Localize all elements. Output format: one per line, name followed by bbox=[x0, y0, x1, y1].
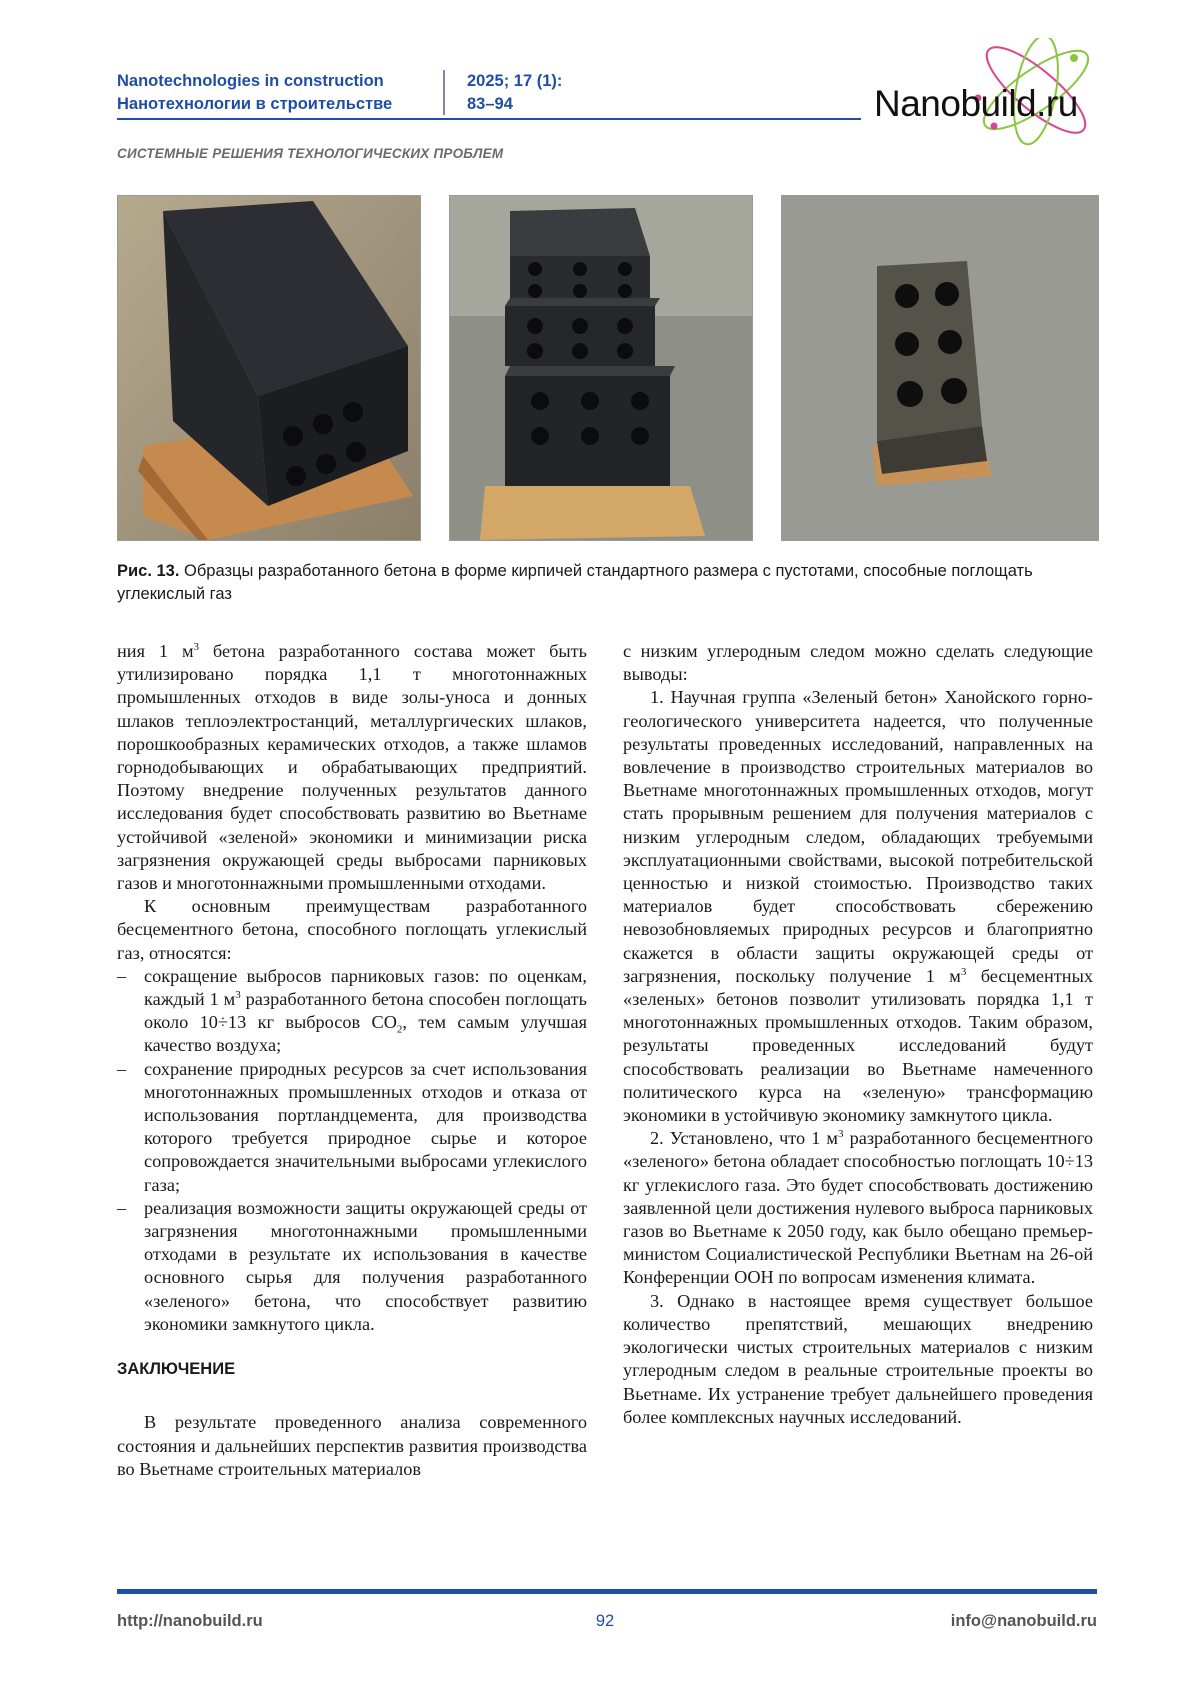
text-run: реализация возможности защиты окружающей среды от загрязнения многотоннажными промышленными отходами в результате их использования в качестве основного сырья для получения разработанного «зеленого» бетона, что способствует развитию экономики замкнутого цикла. bbox=[144, 1197, 587, 1334]
page-number: 92 bbox=[595, 1612, 615, 1630]
superscript: 3 bbox=[235, 988, 241, 1001]
footer-email-link[interactable]: info@nanobuild.ru bbox=[950, 1612, 1097, 1630]
photo-brick-stack bbox=[449, 195, 753, 541]
issue-info bbox=[467, 70, 562, 116]
header-rule bbox=[117, 118, 861, 120]
list-item bbox=[117, 1197, 587, 1336]
photo-brick-single bbox=[117, 195, 421, 541]
list-dash: – bbox=[117, 965, 127, 986]
text-run: 2. Установлено, что 1 м bbox=[650, 1128, 838, 1149]
journal-title bbox=[117, 70, 392, 116]
paragraph: В результате проведенного анализа современного состояния и дальнейших перспектив развития производства во Вьетнаме строительных материалов bbox=[117, 1412, 587, 1479]
text-run: ния 1 м bbox=[117, 641, 194, 661]
section-heading: ЗАКЛЮЧЕНИЕ bbox=[117, 1360, 236, 1379]
brick-photo-3-image bbox=[782, 196, 1098, 540]
list-dash: – bbox=[117, 1197, 127, 1218]
subscript: 2 bbox=[396, 1023, 403, 1036]
footer-rule bbox=[117, 1589, 1097, 1594]
figure-caption-text: Образцы разработанного бетона в форме кирпичей стандартного размера с пустотами, способные поглощать углекислый газ bbox=[117, 562, 1033, 603]
photo-brick-top bbox=[781, 195, 1099, 541]
text-run: разработанного бесцементного «зеленого» бетона обладает способностью поглощать 10÷13 кг углекислого газа. Это будет способствовать достижению заявленной цели достижения нулевого выброса парниковых газов во Вьетнаме к 2050 году, как было обещано премьер-министом Социалистической Республики Вьетнам на 26-ой Конференции ООН по вопросам изменения климата. bbox=[623, 1128, 1093, 1288]
list-dash: – bbox=[117, 1058, 127, 1079]
text-run: бетона разработанного состава может быть утилизировано порядка 1,1 т многотоннажных промышленных отходов в виде золы-уноса и донных шлаков теплоэлектростанций, металлургических шлаков, порошкообразных керамических отходов, а также шламов горнодобывающих и обрабатывающих предприятий. Поэтому внедрение полученных результатов данного исследования будет способствовать развитию во Вьетнаме устойчивой «зеленой» экономики и минимизации риска загрязнения окружающей среды выбросами парниковых газов и многотоннажными промышленными отходами. bbox=[117, 641, 587, 894]
paragraph: 3. Однако в настоящее время существует большое количество препятствий, мешающих внедрению экологически чистых строительных материалов с низким углеродным следом в реальные строительные проекты во Вьетнаме. Их устранение требует дальнейшего проведения более комплексных научных исследований. bbox=[623, 1290, 1093, 1427]
section-title: СИСТЕМНЫЕ РЕШЕНИЯ ТЕХНОЛОГИЧЕСКИХ ПРОБЛЕМ bbox=[117, 146, 504, 161]
superscript: 3 bbox=[960, 965, 967, 978]
header-divider bbox=[443, 70, 445, 115]
text-run: 1. Научная группа «Зеленый бетон» Ханойского горно-геологического университета надеется, что полученные результаты проведенных исследований, направленных на вовлечение в производство строительных материалов во Вьетнаме многотоннажных промышленных отходов, могут стать прорывным решением для получения материалов с низким углеродным следом, обладающих требуемыми эксплуатационными свойствами, высокой потребительской ценностью и низкой стоимостью. Производство таких материалов будет способствовать сбережению невозобновляемых природных ресурсов и благоприятно скажется в области защиты окружающей среды от загрязнения, поскольку получение 1 м bbox=[623, 687, 1093, 986]
brick-photo-1-image bbox=[118, 196, 420, 540]
paragraph bbox=[623, 1127, 1093, 1289]
right-column bbox=[623, 640, 1093, 1429]
text-run: сокращение выбросов парниковых газов: по оценкам, каждый 1 м bbox=[144, 965, 587, 1010]
nanobuild-logo[interactable] bbox=[866, 38, 1106, 148]
text-run: бесцементных «зеленых» бетонов позволит утилизовать порядка 1,1 т многотоннажных промышленных отходов. Таким образом, результаты проведенных исследований будут способствовать реализации во Вьетнаме намеченного политического курса на «зеленую» трансформацию экономики в устойчивую экономику замкнутого цикла. bbox=[623, 965, 1094, 1126]
superscript: 3 bbox=[193, 640, 200, 653]
journal-title-ru: Нанотехнологии в строительстве bbox=[117, 95, 393, 113]
paragraph bbox=[117, 640, 587, 895]
journal-title-en: Nanotechnologies in construction bbox=[117, 72, 384, 90]
superscript: 3 bbox=[838, 1128, 844, 1141]
logo-text: Nanobuild.ru bbox=[874, 83, 1078, 124]
list-item bbox=[117, 1058, 587, 1197]
figure-label: Рис. 13. bbox=[117, 562, 180, 580]
paragraph: с низким углеродным следом можно сделать следующие выводы: bbox=[623, 641, 1093, 685]
text-run: сохранение природных ресурсов за счет использования многотоннажных промышленных отходов и отказа от использования портландцемента, для производства которого требуется природное сырье и которое сопровождается значительными выбросами углекислого газа; bbox=[144, 1058, 587, 1195]
figure-caption bbox=[117, 560, 1097, 606]
issue-pages: 83–94 bbox=[467, 95, 513, 113]
list-item bbox=[117, 965, 587, 1058]
brick-photo-2-image bbox=[450, 196, 752, 540]
text-run: разработанного бетона способен поглощать около 10÷13 кг выбросов CO bbox=[144, 989, 587, 1033]
paragraph: К основным преимуществам разработанного бесцементного бетона, способного поглощать углекислый газ, относятся: bbox=[117, 896, 587, 963]
paragraph bbox=[623, 686, 1093, 1127]
issue-number: 2025; 17 (1): bbox=[467, 72, 563, 90]
text-run: , тем самым улучшая качество воздуха; bbox=[144, 1012, 588, 1056]
left-column bbox=[117, 640, 587, 1481]
footer-url-link[interactable]: http://nanobuild.ru bbox=[117, 1612, 263, 1630]
